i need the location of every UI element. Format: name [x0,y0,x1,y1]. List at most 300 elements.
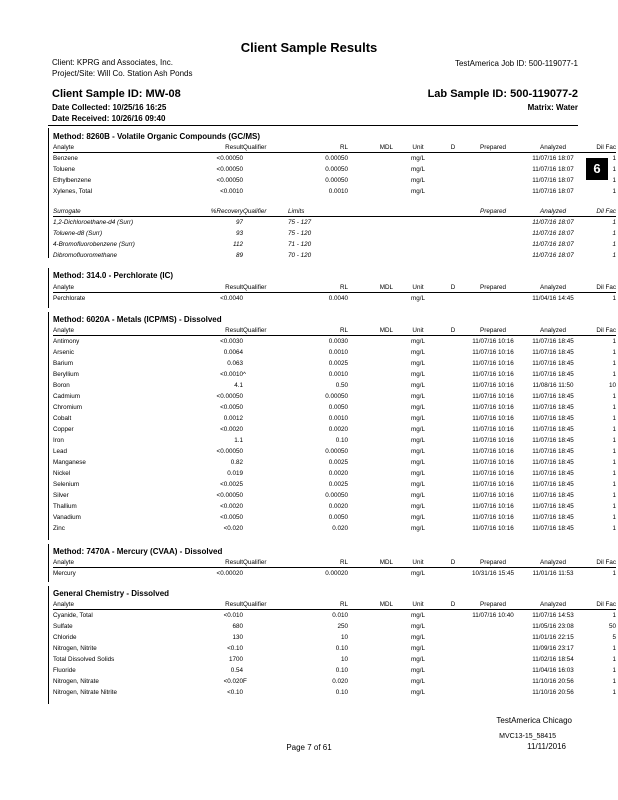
col-qualifier [243,164,288,175]
col-d [443,512,463,523]
surrogate-col-header: Dil Fac [583,207,616,217]
col-d-header: D [443,326,463,336]
col-result: <0.010 [223,612,243,619]
surrogate-cell [443,217,463,229]
col-dilfac: 1 [612,338,616,345]
table-row [53,358,616,369]
col-prepared [463,665,523,676]
col-mdl [348,175,393,186]
col-mdl [348,153,393,165]
col-unit: mg/L [411,448,425,455]
col-result: <0.0050 [220,404,243,411]
col-dilfac: 1 [612,678,616,685]
col-d [443,391,463,402]
col-dilfac: 1 [612,459,616,466]
col-dilfac-header: Dil Fac [583,600,616,610]
table-row [53,293,616,305]
col-mdl [348,632,393,643]
matrix: Matrix: Water [527,103,578,112]
col-analyzed-header: Analyzed [523,326,583,336]
col-analyte: Cyanide, Total [53,612,93,619]
surrogate-cell: 4-Bromofluorobenzene (Surr) [53,241,135,248]
col-prepared: 11/07/16 10:16 [472,492,514,499]
col-analyzed: 11/07/16 18:45 [532,492,574,499]
col-result: <0.00050 [216,166,243,173]
col-rl: 0.0030 [328,338,348,345]
col-prepared [463,186,523,197]
col-result: <0.10 [227,689,243,696]
surrogate-cell: 1 [612,252,616,259]
col-d [443,468,463,479]
col-rl: 0.10 [335,437,348,444]
surrogate-cell: 1 [612,219,616,226]
col-unit: mg/L [411,404,425,411]
col-qualifier: ^ [243,371,246,378]
col-qualifier [243,512,288,523]
col-analyzed: 11/07/16 18:45 [532,360,574,367]
col-d [443,568,463,580]
col-qualifier [243,402,288,413]
col-d [443,632,463,643]
voc-results-table [53,143,616,197]
col-analyte: Nickel [53,470,71,477]
col-rl-header: RL [288,600,348,610]
col-rl: 250 [337,623,348,630]
surrogate-cell: 89 [235,252,243,259]
col-d [443,175,463,186]
col-qualifier [243,621,288,632]
col-prepared-header: Prepared [463,326,523,336]
col-unit: mg/L [411,634,425,641]
surrogate-col-header: Qualifier [243,207,288,217]
table-row [53,490,616,501]
col-result: <0.0010 [220,371,243,378]
col-analyzed: 11/10/16 20:56 [532,689,574,696]
col-analyzed: 11/07/16 18:45 [532,415,574,422]
col-rl: 0.0010 [328,188,348,195]
col-dilfac-header: Dil Fac [583,326,616,336]
col-rl: 0.00050 [325,492,348,499]
col-mdl [348,446,393,457]
col-analyzed: 11/07/16 18:45 [532,393,574,400]
col-d [443,457,463,468]
col-analyte: Cobalt [53,415,72,422]
col-analyte: Iron [53,437,64,444]
col-mdl [348,424,393,435]
col-rl-header: RL [288,558,348,568]
col-analyte: Nitrogen, Nitrate [53,678,99,685]
col-rl: 0.10 [335,667,348,674]
table-header-row [53,600,616,610]
surrogate-cell: 71 - 120 [288,241,312,248]
col-dilfac: 1 [612,667,616,674]
col-mdl [348,347,393,358]
col-d [443,164,463,175]
col-mdl [348,479,393,490]
col-rl: 0.00050 [325,155,348,162]
surrogate-cell: 70 - 120 [288,252,312,259]
col-mdl [348,380,393,391]
col-prepared: 11/07/16 10:16 [472,481,514,488]
col-d [443,610,463,622]
col-rl: 0.0020 [328,503,348,510]
col-mdl [348,358,393,369]
col-analyte: Xylenes, Total [53,188,93,195]
col-dilfac: 1 [612,371,616,378]
col-mdl [348,391,393,402]
col-qualifier [243,490,288,501]
col-analyzed: 11/07/16 18:45 [532,481,574,488]
col-dilfac: 1 [612,404,616,411]
surrogate-cell [243,239,288,250]
col-prepared-header: Prepared [463,600,523,610]
col-d [443,501,463,512]
lab-sample-id: Lab Sample ID: 500-119077-2 [427,88,578,100]
col-qualifier [243,347,288,358]
col-unit-header: Unit [393,283,443,293]
col-analyte: Ethylbenzene [53,177,92,184]
col-analyzed: 11/01/16 22:15 [532,634,574,641]
col-prepared: 11/07/16 10:16 [472,360,514,367]
col-prepared [463,632,523,643]
col-prepared: 11/07/16 10:16 [472,415,514,422]
col-d [443,413,463,424]
col-prepared-header: Prepared [463,143,523,153]
col-result: 0.82 [230,459,243,466]
col-dilfac: 1 [612,155,616,162]
col-unit: mg/L [411,177,425,184]
table-row [53,568,616,580]
col-d [443,643,463,654]
table-row [53,380,616,391]
col-analyzed: 11/10/16 20:56 [532,678,574,685]
table-row [53,610,616,622]
col-qualifier [243,186,288,197]
surrogate-row [53,228,616,239]
col-dilfac: 1 [612,612,616,619]
col-result-header: Result [178,326,243,336]
table-row [53,336,616,348]
col-mdl [348,501,393,512]
project-site: Project/Site: Will Co. Station Ash Ponds [52,69,193,78]
col-result: 0.019 [227,470,243,477]
col-rl: 0.0040 [328,295,348,302]
surrogate-cell: 93 [235,230,243,237]
surrogate-cell [463,250,523,261]
col-rl: 0.00050 [325,177,348,184]
col-d [443,479,463,490]
surrogate-cell [463,217,523,229]
table-header-row [53,558,616,568]
col-result: <0.00020 [216,570,243,577]
col-dilfac: 1 [612,570,616,577]
table-row [53,643,616,654]
surrogate-cell: 75 - 120 [288,230,312,237]
col-rl: 0.0050 [328,514,348,521]
metals-method-title: Method: 6020A - Metals (ICP/MS) - Dissolved [53,315,222,324]
table-row [53,391,616,402]
col-analyte: Fluoride [53,667,76,674]
col-qualifier [243,479,288,490]
col-qualifier [243,424,288,435]
col-prepared: 11/07/16 10:16 [472,459,514,466]
col-unit: mg/L [411,459,425,466]
surrogate-col-header [393,207,443,217]
col-rl: 0.0010 [328,349,348,356]
col-rl: 10 [340,634,348,641]
col-d-header: D [443,283,463,293]
col-prepared: 10/31/16 15:45 [471,570,515,577]
section-bracket [48,128,49,258]
col-result: 0.0064 [223,349,243,356]
col-analyzed-header: Analyzed [523,600,583,610]
col-dilfac: 1 [612,481,616,488]
header-divider [48,125,578,126]
col-unit: mg/L [411,349,425,356]
col-prepared [463,621,523,632]
col-analyte: Total Dissolved Solids [53,656,115,663]
col-qualifier [243,336,288,348]
col-unit: mg/L [411,656,425,663]
col-analyte: Zinc [53,525,65,532]
col-mdl [348,676,393,687]
col-dilfac: 1 [612,349,616,356]
col-analyzed: 11/07/16 18:45 [532,459,574,466]
col-d [443,347,463,358]
col-prepared: 11/07/16 10:16 [472,503,514,510]
col-unit-header: Unit [393,600,443,610]
table-header-row [53,283,616,293]
col-dilfac: 1 [612,656,616,663]
col-d [443,153,463,165]
col-qualifier [243,380,288,391]
table-row [53,654,616,665]
surrogate-row [53,250,616,261]
surrogate-row [53,217,616,229]
col-mdl [348,490,393,501]
col-mdl [348,512,393,523]
section-bracket [48,312,49,540]
col-mdl-header: MDL [348,143,393,153]
surrogate-col-header: Prepared [463,207,523,217]
col-d [443,424,463,435]
surrogate-col-header: %Recovery [178,207,243,217]
col-unit: mg/L [411,514,425,521]
col-d [443,621,463,632]
surrogate-row [53,239,616,250]
col-analyte: Perchlorate [53,295,86,302]
col-result: 1.1 [234,437,243,444]
col-rl: 0.0025 [328,459,348,466]
col-prepared: 11/07/16 10:16 [472,393,514,400]
footer-company: TestAmerica Chicago [496,716,572,725]
col-dilfac-header: Dil Fac [583,143,616,153]
col-d [443,665,463,676]
col-analyzed: 11/07/16 18:45 [532,437,574,444]
col-analyzed: 11/07/16 18:45 [532,371,574,378]
col-qualifier [243,293,288,305]
col-d [443,654,463,665]
surrogate-cell [243,228,288,239]
col-analyzed: 11/04/16 14:45 [532,295,574,302]
col-qualifier [243,413,288,424]
table-row [53,164,616,175]
col-rl: 0.0025 [328,360,348,367]
col-result: 0.063 [227,360,243,367]
col-prepared [463,676,523,687]
table-row [53,468,616,479]
col-analyzed: 11/07/16 18:07 [532,188,574,195]
col-prepared: 11/07/16 10:16 [472,470,514,477]
col-rl: 0.0020 [328,470,348,477]
col-mdl [348,457,393,468]
col-qualifier [243,523,288,534]
col-qualifier [243,358,288,369]
table-row [53,621,616,632]
table-row [53,413,616,424]
col-result: <0.020 [223,678,243,685]
col-analyte: Selenium [53,481,80,488]
col-analyzed: 11/08/16 11:50 [532,382,574,389]
table-row [53,632,616,643]
col-analyte: Arsenic [53,349,74,356]
col-result: <0.0050 [220,514,243,521]
col-result: <0.00050 [216,177,243,184]
col-mdl [348,468,393,479]
col-analyte: Benzene [53,155,78,162]
col-result: <0.00050 [216,448,243,455]
col-result-header: Result [178,600,243,610]
col-prepared: 11/07/16 10:16 [472,404,514,411]
col-prepared: 11/07/16 10:16 [472,371,514,378]
col-dilfac: 1 [612,503,616,510]
col-qualifier: F [243,678,247,685]
col-dilfac-header: Dil Fac [583,558,616,568]
col-mdl [348,610,393,622]
col-d-header: D [443,558,463,568]
col-result: 0.54 [230,667,243,674]
col-dilfac: 1 [612,437,616,444]
col-analyte-header: Analyte [53,326,178,336]
col-d [443,435,463,446]
perchlorate-method-title: Method: 314.0 - Perchlorate (IC) [53,271,174,280]
col-qualifier [243,457,288,468]
col-prepared: 11/07/16 10:16 [472,448,514,455]
col-unit: mg/L [411,667,425,674]
section-bracket [48,268,49,308]
col-d [443,293,463,305]
col-dilfac: 10 [608,382,616,389]
col-prepared: 11/07/16 10:40 [472,612,514,619]
col-prepared: 11/07/16 10:16 [472,382,514,389]
col-prepared-header: Prepared [463,558,523,568]
col-analyzed: 11/07/16 18:45 [532,470,574,477]
col-prepared: 11/07/16 10:16 [472,426,514,433]
col-result: <0.00050 [216,492,243,499]
col-result-header: Result [178,558,243,568]
page-title: Client Sample Results [240,40,378,55]
surrogate-cell [243,250,288,261]
col-rl: 0.00050 [325,393,348,400]
job-id: TestAmerica Job ID: 500-119077-1 [454,59,578,68]
col-unit: mg/L [411,393,425,400]
table-row [53,175,616,186]
voc-surrogate-table [53,207,616,261]
col-qualifier [243,643,288,654]
col-d [443,687,463,698]
col-mdl [348,687,393,698]
col-analyzed: 11/07/16 18:45 [532,338,574,345]
col-dilfac: 1 [612,166,616,173]
surrogate-cell [393,228,443,239]
col-dilfac: 5 [612,634,616,641]
col-mdl [348,369,393,380]
surrogate-cell: 11/07/16 18:07 [532,241,574,248]
col-rl: 10 [340,656,348,663]
col-unit: mg/L [411,360,425,367]
col-result: <0.0040 [220,295,243,302]
col-analyte: Beryllium [53,371,79,378]
col-result-header: Result [178,143,243,153]
col-qualifier-header: Qualifier [243,143,288,153]
col-rl: 0.020 [332,678,348,685]
col-mdl [348,186,393,197]
col-qualifier [243,665,288,676]
col-prepared [463,164,523,175]
surrogate-cell: 75 - 127 [288,219,312,226]
col-dilfac: 1 [612,525,616,532]
surrogate-cell: 112 [232,241,243,248]
table-row [53,687,616,698]
col-result: 1700 [228,656,243,663]
section-bracket [48,544,49,582]
col-qualifier [243,632,288,643]
col-unit: mg/L [411,371,425,378]
client-sample-id: Client Sample ID: MW-08 [52,88,181,100]
col-analyte: Boron [53,382,70,389]
table-row [53,347,616,358]
col-prepared [463,687,523,698]
table-row [53,153,616,165]
col-analyzed: 11/01/16 11:53 [532,570,574,577]
col-d [443,336,463,348]
col-unit: mg/L [411,415,425,422]
col-dilfac: 1 [612,448,616,455]
surrogate-cell: 1,2-Dichloroethane-d4 (Surr) [53,219,134,226]
col-analyzed: 11/09/16 23:17 [532,645,574,652]
col-result: 680 [232,623,243,630]
table-row [53,402,616,413]
col-unit: mg/L [411,570,425,577]
col-d [443,523,463,534]
col-analyte: Chromium [53,404,83,411]
col-mdl-header: MDL [348,326,393,336]
date-received: Date Received: 10/26/16 09:40 [52,114,166,123]
col-unit: mg/L [411,612,425,619]
metals-results-table [53,326,616,534]
col-d-header: D [443,600,463,610]
surrogate-col-header: Analyzed [523,207,583,217]
col-result: 130 [232,634,243,641]
col-mdl [348,164,393,175]
col-analyte: Nitrogen, Nitrite [53,645,97,652]
col-analyzed: 11/07/16 18:45 [532,525,574,532]
col-rl: 0.020 [332,525,348,532]
surrogate-cell: Dibromofluoromethane [53,252,118,259]
col-mdl-header: MDL [348,558,393,568]
col-dilfac-header: Dil Fac [583,283,616,293]
col-analyzed: 11/04/16 16:03 [532,667,574,674]
